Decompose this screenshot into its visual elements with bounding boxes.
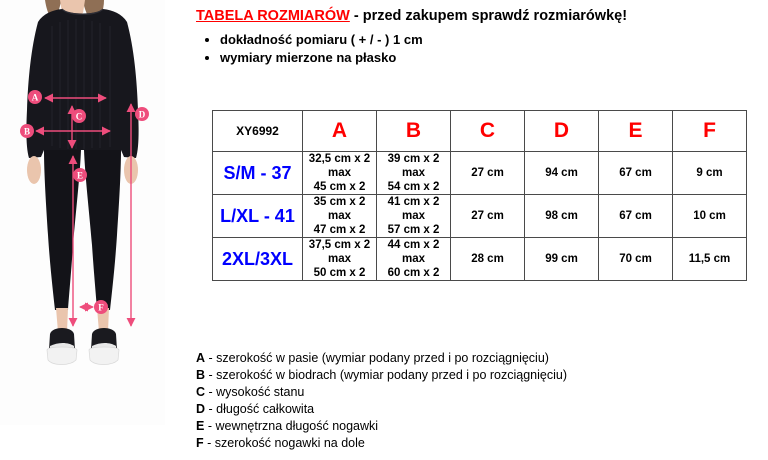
title-highlight: TABELA ROZMIARÓW <box>196 8 350 24</box>
cell-a <box>303 152 377 195</box>
legend-letter: B <box>196 368 206 382</box>
table-row-sm <box>213 152 747 195</box>
marker-d-letter: D <box>138 109 146 120</box>
marker-a-letter: A <box>31 92 39 103</box>
cell-line: max <box>327 253 352 266</box>
legend-text: - wysokość stanu <box>208 385 305 399</box>
cell-b <box>377 152 451 195</box>
page-header <box>196 8 627 68</box>
cell-b <box>377 195 451 238</box>
legend-item-b <box>196 367 567 384</box>
legend-item-d <box>196 401 567 418</box>
cell-a <box>303 195 377 238</box>
cell-line: 45 cm x 2 <box>313 181 366 194</box>
column-header-b: B <box>377 111 451 152</box>
cell-line: max <box>401 253 426 266</box>
legend-letter: E <box>196 419 205 433</box>
cell-d: 99 cm <box>525 238 599 281</box>
cell-line: 44 cm x 2 <box>387 239 440 252</box>
cell-line: 57 cm x 2 <box>387 224 440 237</box>
marker-f-letter: F <box>98 302 104 313</box>
marker-b-letter: B <box>23 126 31 137</box>
size-label: S/M - 37 <box>213 152 303 195</box>
title-suffix: - przed zakupem sprawdź rozmiarówkę! <box>353 8 628 24</box>
legend-letter: D <box>196 402 206 416</box>
cell-e: 67 cm <box>599 152 673 195</box>
size-label: L/XL - 41 <box>213 195 303 238</box>
cell-d: 98 cm <box>525 195 599 238</box>
legend-item-e <box>196 418 567 435</box>
size-label: 2XL/3XL <box>213 238 303 281</box>
size-table <box>212 110 747 281</box>
note-item-flat: • wymiary mierzone na płasko <box>220 50 627 65</box>
legend-text: - szerokość w pasie (wymiar podany przed i po rozciągnięciu) <box>208 351 549 365</box>
column-header-d: D <box>525 111 599 152</box>
cell-c: 28 cm <box>451 238 525 281</box>
marker-d <box>135 107 149 121</box>
cell-c: 27 cm <box>451 195 525 238</box>
table-header-row <box>213 111 747 152</box>
cell-line: max <box>401 167 426 180</box>
legend-letter: F <box>196 436 204 450</box>
marker-b <box>20 124 34 138</box>
cell-line: max <box>327 167 352 180</box>
marker-e-letter: E <box>76 170 84 181</box>
legend-letter: C <box>196 385 206 399</box>
legend-text: - szerokość w biodrach (wymiar podany przed i po rozciągnięciu) <box>208 368 567 382</box>
cell-f: 9 cm <box>673 152 747 195</box>
marker-e <box>73 168 87 182</box>
cell-b <box>377 238 451 281</box>
table-row-2xl3xl <box>213 238 747 281</box>
cell-line: 54 cm x 2 <box>387 181 440 194</box>
cell-line: 35 cm x 2 <box>313 196 366 209</box>
measurement-legend <box>196 350 567 452</box>
cell-line: 47 cm x 2 <box>313 224 366 237</box>
cell-line: 50 cm x 2 <box>313 267 366 280</box>
cell-line: 41 cm x 2 <box>387 196 440 209</box>
marker-c-letter: C <box>75 111 83 122</box>
cell-a <box>303 238 377 281</box>
cell-d: 94 cm <box>525 152 599 195</box>
cell-line: max <box>327 210 352 223</box>
legend-item-c <box>196 384 567 401</box>
legend-item-f <box>196 435 567 452</box>
column-header-f: F <box>673 111 747 152</box>
cell-line: 39 cm x 2 <box>387 153 440 165</box>
marker-c <box>72 109 86 123</box>
legend-letter: A <box>196 351 206 365</box>
legend-text: - szerokość nogawki na dole <box>207 436 365 450</box>
legend-text: - długość całkowita <box>208 402 315 416</box>
cell-line: 60 cm x 2 <box>387 267 440 280</box>
column-header-e: E <box>599 111 673 152</box>
model-code-cell: XY6992 <box>213 111 303 152</box>
cell-line: 32,5 cm x 2 <box>308 153 371 165</box>
model-photo <box>0 0 165 425</box>
legend-text: - wewnętrzna długość nogawki <box>207 419 379 433</box>
table-row-lxl <box>213 195 747 238</box>
cell-f: 10 cm <box>673 195 747 238</box>
cell-line: max <box>401 210 426 223</box>
page-title <box>196 8 627 24</box>
note-item-accuracy: • dokładność pomiaru ( + / - ) 1 cm <box>220 32 627 47</box>
cell-e: 67 cm <box>599 195 673 238</box>
legend-item-a <box>196 350 567 367</box>
marker-a <box>28 90 42 104</box>
cell-c: 27 cm <box>451 152 525 195</box>
model-sweater <box>23 9 138 158</box>
column-header-a: A <box>303 111 377 152</box>
cell-f: 11,5 cm <box>673 238 747 281</box>
column-header-c: C <box>451 111 525 152</box>
cell-line: 37,5 cm x 2 <box>308 239 371 252</box>
cell-e: 70 cm <box>599 238 673 281</box>
notes-list <box>196 32 627 65</box>
marker-f <box>94 300 108 314</box>
